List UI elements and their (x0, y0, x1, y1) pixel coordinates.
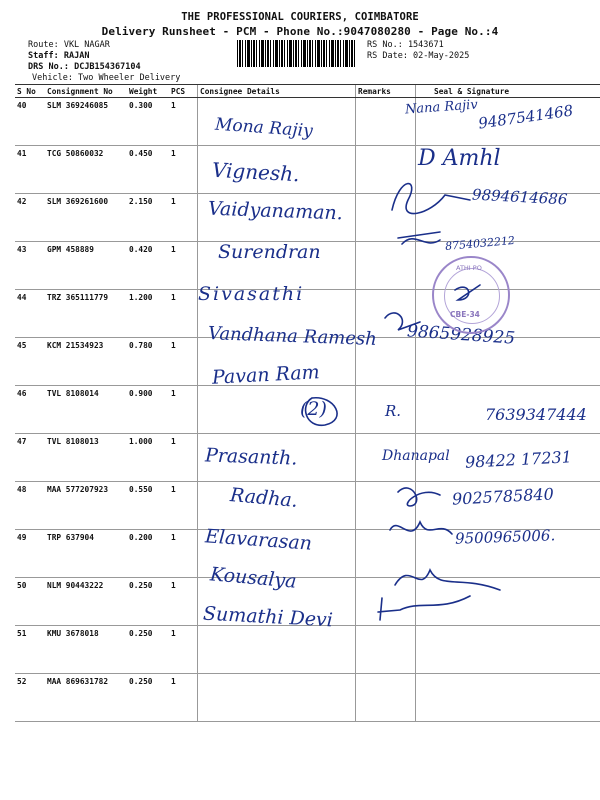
cell-sno: 47 (15, 434, 45, 482)
post-office-seal (432, 256, 510, 334)
cell-sno: 43 (15, 242, 45, 290)
handwritten-phone: 9500965006. (454, 526, 556, 548)
cell-consignment: NLM 90443222 (45, 578, 127, 626)
col-consignment: Consignment No (45, 85, 127, 98)
cell-weight: 0.250 (127, 578, 169, 626)
col-consignee: Consignee Details (198, 85, 356, 98)
handwritten-phone: 9894614686 (471, 185, 568, 209)
handwritten-name: Pavan Ram (211, 361, 321, 389)
cell-sno: 42 (15, 194, 45, 242)
vehicle-label: Vehicle: Two Wheeler Delivery (32, 73, 181, 83)
cell-pcs: 1 (169, 626, 198, 674)
cell-pcs: 1 (169, 338, 198, 386)
cell-weight: 0.250 (127, 674, 169, 722)
handwritten-name: Mona Rajiy (214, 114, 314, 142)
col-pcs: PCS (169, 85, 198, 98)
cell-weight: 1.000 (127, 434, 169, 482)
cell-consignment: TRP 637904 (45, 530, 127, 578)
col-weight: Weight (127, 85, 169, 98)
cell-consignment: MAA 577207923 (45, 482, 127, 530)
drs-label: DRS No.: (28, 62, 69, 72)
handwritten-signature: D Amhl (418, 146, 501, 171)
cell-weight: 0.300 (127, 98, 169, 146)
signature-scribble (392, 184, 470, 214)
cell-sno: 48 (15, 482, 45, 530)
cell-consignment: TVL 8108014 (45, 386, 127, 434)
cell-sno: 41 (15, 146, 45, 194)
cell-weight: 2.150 (127, 194, 169, 242)
rs-date: RS Date: 02-May-2025 (367, 51, 470, 61)
cell-consignment: TVL 8108013 (45, 434, 127, 482)
rs-number: RS No.: 1543671 (367, 40, 444, 50)
cell-weight: 1.200 (127, 290, 169, 338)
cell-weight: 0.780 (127, 338, 169, 386)
col-signature: Seal & Signature (416, 85, 600, 98)
col-remarks: Remarks (356, 85, 416, 98)
cell-consignment: KMU 3678018 (45, 626, 127, 674)
cell-weight: 0.420 (127, 242, 169, 290)
cell-pcs: 1 (169, 578, 198, 626)
cell-sno: 51 (15, 626, 45, 674)
cell-weight: 0.200 (127, 530, 169, 578)
cell-sno: 44 (15, 290, 45, 338)
cell-consignment: GPM 458889 (45, 242, 127, 290)
handwritten-signature: Nana Rajiv (404, 97, 479, 118)
cell-sno: 46 (15, 386, 45, 434)
staff-label: Staff: (28, 51, 59, 61)
cell-pcs: 1 (169, 482, 198, 530)
cell-consignment: KCM 21534923 (45, 338, 127, 386)
cell-pcs: 1 (169, 386, 198, 434)
handwritten-name: Vaidyanaman. (207, 197, 344, 225)
col-sno: S No (15, 85, 45, 98)
handwritten-phone: 8754032212 (444, 233, 516, 254)
cell-pcs: 1 (169, 146, 198, 194)
handwritten-phone: 98422 17231 (464, 447, 573, 472)
cell-sno: 52 (15, 674, 45, 722)
cell-pcs: 1 (169, 98, 198, 146)
signature-scribble (395, 570, 500, 590)
handwritten-phone: 9487541468 (477, 101, 575, 133)
signature-scribble (378, 596, 470, 620)
runsheet-subtitle: Delivery Runsheet - PCM - Phone No.:9047080280 - Page No.:4 (101, 25, 499, 38)
handwritten-signature: Dhanapal (382, 448, 450, 464)
signature-scribble (398, 488, 440, 506)
signature-scribble (398, 232, 440, 244)
cell-sno: 49 (15, 530, 45, 578)
handwritten-name: Vignesh. (211, 157, 301, 187)
cell-weight: 0.250 (127, 626, 169, 674)
handwritten-phone: 7639347444 (485, 405, 587, 424)
staff-value: RAJAN (63, 51, 90, 61)
handwritten-name: Surendran (218, 241, 321, 263)
handwritten-phone: 9025785840 (451, 484, 555, 509)
handwritten-mark (306, 398, 338, 426)
handwritten-name: Sumathi Devi (202, 602, 334, 632)
cell-consignment: SLM 369246085 (45, 98, 127, 146)
seal-code: CBE-34 (450, 310, 480, 319)
cell-pcs: 1 (169, 434, 198, 482)
handwritten-name: Vandhana Ramesh (207, 323, 378, 350)
seal-top-text: ATHI PO (456, 264, 482, 272)
signature-scribble (385, 313, 420, 330)
signature-scribble (390, 522, 452, 534)
runsheet-title: THE PROFESSIONAL COURIERS, COIMBATORE (181, 11, 419, 23)
cell-pcs: 1 (169, 290, 198, 338)
cell-sno: 40 (15, 98, 45, 146)
handwritten-name: Kousalya (209, 563, 298, 593)
handwritten-name: Radha. (229, 484, 299, 512)
cell-pcs: 1 (169, 242, 198, 290)
handwritten-name: Prasanth. (204, 444, 298, 470)
cell-consignment: MAA 869631782 (45, 674, 127, 722)
cell-weight: 0.550 (127, 482, 169, 530)
handwritten-phone: 9865928925 (406, 321, 516, 349)
cell-consignment: TRZ 365111779 (45, 290, 127, 338)
cell-consignment: SLM 369261600 (45, 194, 127, 242)
handwritten-name: Elavarasan (204, 525, 313, 555)
drs-value: DCJB154367104 (74, 62, 141, 72)
cell-pcs: 1 (169, 194, 198, 242)
cell-sno: 45 (15, 338, 45, 386)
handwritten-mark: (2) (300, 398, 327, 420)
cell-consignment: TCG 50860032 (45, 146, 127, 194)
route-label: Route: VKL NAGAR (28, 40, 110, 50)
cell-weight: 0.900 (127, 386, 169, 434)
cell-weight: 0.450 (127, 146, 169, 194)
cell-sno: 50 (15, 578, 45, 626)
cell-pcs: 1 (169, 530, 198, 578)
handwritten-signature: R. (385, 402, 402, 420)
cell-pcs: 1 (169, 674, 198, 722)
handwritten-name: Sivasathi (198, 283, 305, 305)
